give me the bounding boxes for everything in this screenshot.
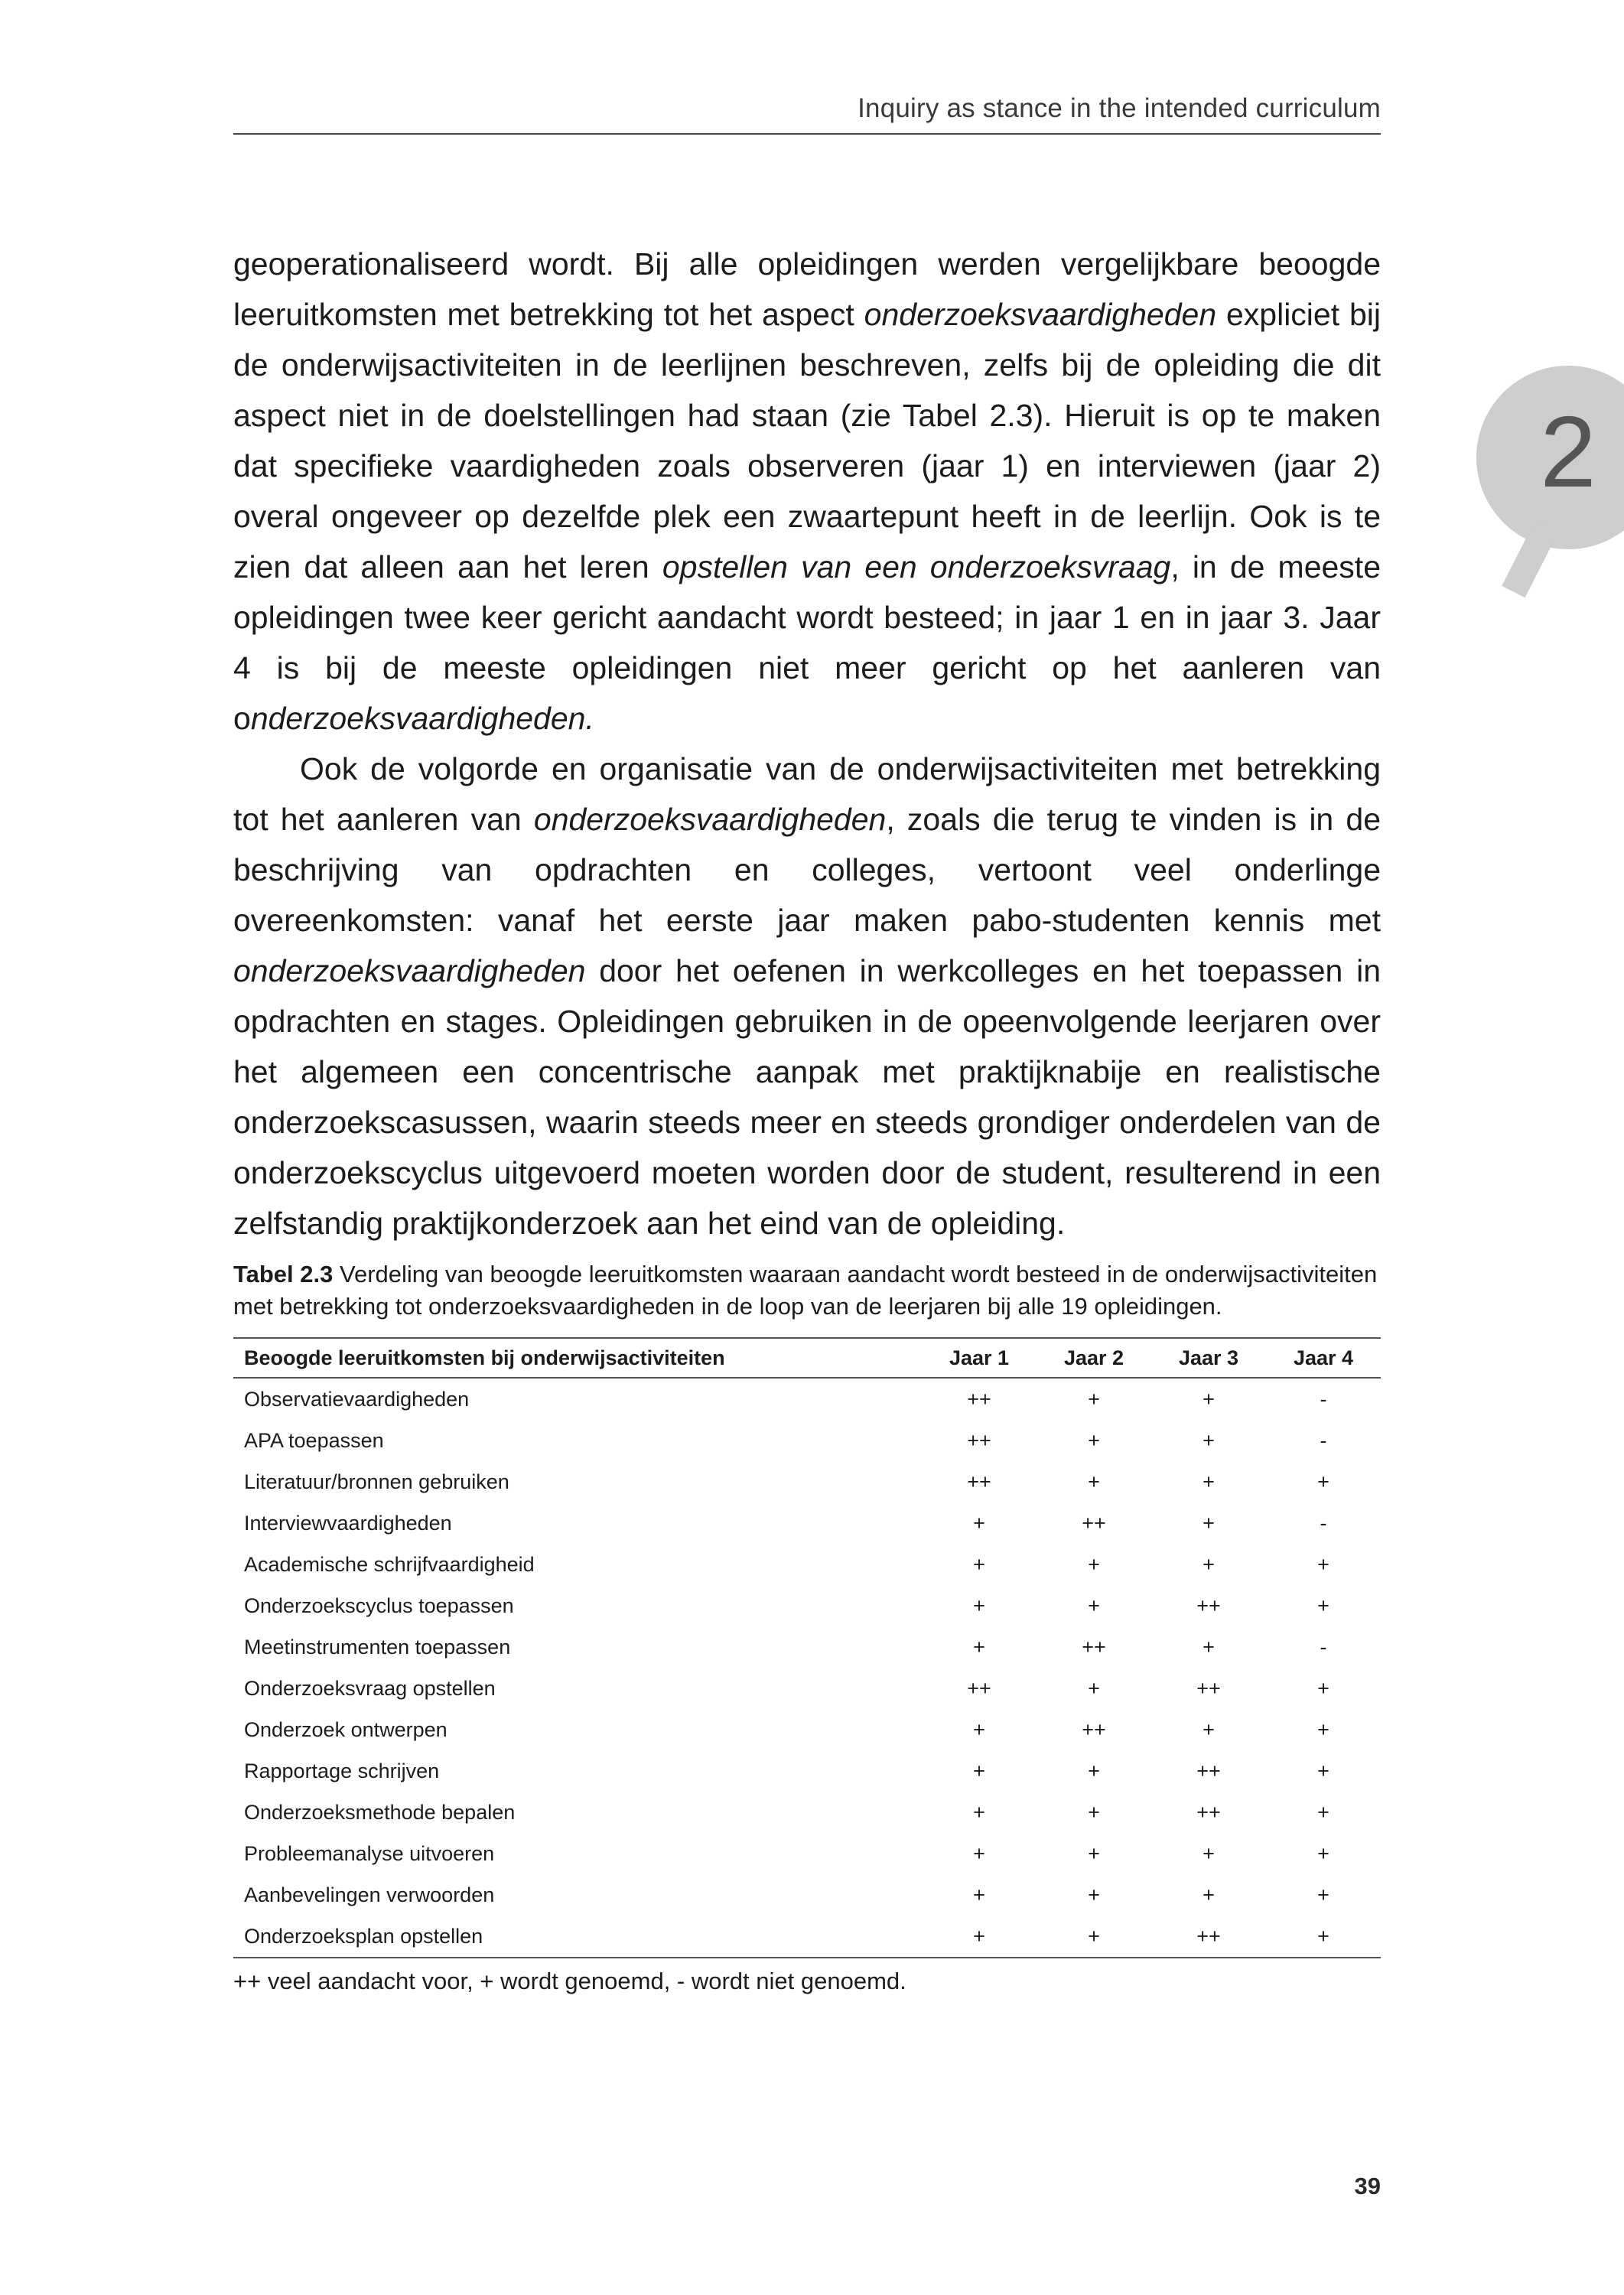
chapter-tab-handle (1502, 520, 1558, 597)
chapter-number: 2 (1540, 396, 1596, 508)
outcome-cell: Onderzoeksmethode bepalen (244, 1800, 516, 1824)
rating-cell: + (1088, 1387, 1100, 1411)
rating-cell: - (1320, 1511, 1327, 1535)
rating-cell: ++ (1082, 1635, 1106, 1659)
rating-cell: + (973, 1552, 985, 1576)
outcome-cell: Aanbevelingen verwoorden (244, 1883, 495, 1906)
rating-cell: + (1203, 1511, 1215, 1535)
rating-cell: + (973, 1759, 985, 1782)
table-row (233, 1378, 1381, 1420)
table-row (233, 1420, 1381, 1461)
rating-cell: ++ (967, 1470, 991, 1493)
column-header: Jaar 2 (1037, 1338, 1151, 1378)
rating-cell: ++ (967, 1387, 991, 1411)
rating-cell: + (1203, 1470, 1215, 1493)
rating-cell: + (1317, 1593, 1329, 1617)
rating-cell: + (1088, 1593, 1100, 1617)
rating-cell: + (1203, 1883, 1215, 1906)
rating-cell: + (1203, 1841, 1215, 1865)
outcome-cell: Meetinstrumenten toepassen (244, 1635, 511, 1659)
rating-cell: + (1203, 1635, 1215, 1659)
learning-outcomes-table (233, 1337, 1381, 1958)
paragraph-1: geoperationaliseerd wordt. Bij alle opleidingen werden vergelijkbare beoogde leeruitkomsten met betrekking tot het aspect onderzoeksvaardigheden expliciet bij de onderwijsactiviteiten in de leerlijnen beschreven, zelfs bij de opleiding die dit aspect niet in de doelstellingen had staan (zie Tabel 2.3). Hieruit is op te maken dat specifieke vaardigheden zoals observeren (jaar 1) en interviewen (jaar 2) overal ongeveer op dezelfde plek een zwaartepunt heeft in de leerlijn. Ook is te zien dat alleen aan het leren opstellen van een onderzoeksvraag, in de meeste opleidingen twee keer gericht aandacht wordt besteed; in jaar 1 en in jaar 3. Jaar 4 is bij de meeste opleidingen niet meer gericht op het aanleren van onderzoeksvaardigheden. (233, 246, 1382, 736)
rating-cell: + (973, 1511, 985, 1535)
column-header: Jaar 1 (922, 1338, 1037, 1378)
page-number: 39 (1354, 2173, 1381, 2199)
rating-cell: + (1088, 1800, 1100, 1824)
rating-cell: ++ (1196, 1676, 1221, 1700)
table-row (233, 1709, 1381, 1750)
rating-cell: + (1088, 1552, 1100, 1576)
rating-cell: + (973, 1593, 985, 1617)
outcome-cell: Onderzoeksplan opstellen (233, 1916, 922, 1958)
rating-cell: + (1266, 1916, 1381, 1958)
outcome-cell: APA toepassen (244, 1428, 384, 1452)
rating-cell: + (1088, 1883, 1100, 1906)
rating-cell: + (973, 1841, 985, 1865)
rating-cell: + (1088, 1428, 1100, 1452)
rating-cell: ++ (1196, 1800, 1221, 1824)
outcome-cell: Literatuur/bronnen gebruiken (244, 1470, 509, 1493)
running-title: Inquiry as stance in the intended curriculum (858, 93, 1381, 123)
rating-cell: + (1317, 1717, 1329, 1741)
rating-cell: + (973, 1717, 985, 1741)
rating-cell: + (1317, 1841, 1329, 1865)
body-text (233, 239, 1381, 1248)
table-row (233, 1833, 1381, 1874)
rating-cell: + (1317, 1759, 1329, 1782)
outcome-cell: Onderzoeksvraag opstellen (244, 1676, 496, 1700)
rating-cell: - (1320, 1428, 1327, 1452)
table-row (233, 1502, 1381, 1544)
table-row (233, 1874, 1381, 1916)
table-row (233, 1792, 1381, 1833)
rating-cell: + (973, 1883, 985, 1906)
table-caption-label: Tabel 2.3 (233, 1261, 334, 1287)
rating-cell: ++ (1196, 1759, 1221, 1782)
outcome-cell: Interviewvaardigheden (244, 1511, 452, 1535)
table-note: ++ veel aandacht voor, + wordt genoemd, - wordt niet genoemd. (233, 1968, 906, 1994)
rating-cell: ++ (967, 1428, 991, 1452)
rating-cell: + (1203, 1428, 1215, 1452)
rating-cell: + (1203, 1387, 1215, 1411)
table-row (233, 1750, 1381, 1792)
rating-cell: + (973, 1635, 985, 1659)
rating-cell: - (1320, 1387, 1327, 1411)
table-caption (233, 1258, 1381, 1323)
table-row (233, 1544, 1381, 1585)
rating-cell: + (1088, 1676, 1100, 1700)
running-header (233, 90, 1381, 135)
outcome-cell: Rapportage schrijven (244, 1759, 440, 1782)
paragraph-2: Ook de volgorde en organisatie van de onderwijsactiviteiten met betrekking tot het aanleren van onderzoeksvaardigheden, zoals die terug te vinden is in de beschrijving van opdrachten en colleges, vertoont veel onderlinge overeenkomsten: vanaf het eerste jaar maken pabo-studenten kennis met onderzoeksvaardigheden door het oefenen in werkcolleges en het toepassen in opdrachten en stages. Opleidingen gebruiken in de opeenvolgende leerjaren over het algemeen een concentrische aanpak met praktijknabije en realistische onderzoekscasussen, waarin steeds meer en steeds grondiger onderdelen van de onderzoekscyclus uitgevoerd moeten worden door de student, resulterend in een zelfstandig praktijkonderzoek aan het eind van de opleiding. (233, 751, 1381, 1241)
rating-cell: ++ (1151, 1916, 1266, 1958)
outcome-cell: Academische schrijfvaardigheid (244, 1552, 535, 1576)
table-row (233, 1585, 1381, 1626)
table-row (233, 1916, 1381, 1958)
outcome-cell: Observatievaardigheden (244, 1387, 470, 1411)
column-header: Beoogde leeruitkomsten bij onderwijsactiviteiten (233, 1338, 922, 1378)
column-header: Jaar 3 (1151, 1338, 1266, 1378)
outcome-cell: Onderzoekscyclus toepassen (244, 1593, 514, 1617)
rating-cell: ++ (1082, 1717, 1106, 1741)
rating-cell: ++ (967, 1676, 991, 1700)
rating-cell: ++ (1082, 1511, 1106, 1535)
rating-cell: - (1320, 1635, 1327, 1659)
rating-cell: + (1317, 1800, 1329, 1824)
rating-cell: + (1317, 1676, 1329, 1700)
table-row (233, 1626, 1381, 1668)
rating-cell: + (1088, 1470, 1100, 1493)
table-header-row (233, 1338, 1381, 1378)
rating-cell: + (1088, 1759, 1100, 1782)
column-header: Jaar 4 (1266, 1338, 1381, 1378)
rating-cell: + (1037, 1916, 1151, 1958)
rating-cell: + (1203, 1552, 1215, 1576)
rating-cell: + (1317, 1552, 1329, 1576)
rating-cell: + (973, 1800, 985, 1824)
rating-cell: ++ (1196, 1593, 1221, 1617)
outcome-cell: Onderzoek ontwerpen (244, 1717, 447, 1741)
rating-cell: + (1317, 1883, 1329, 1906)
rating-cell: + (1088, 1841, 1100, 1865)
outcome-cell: Probleemanalyse uitvoeren (244, 1841, 495, 1865)
rating-cell: + (1317, 1470, 1329, 1493)
table-row (233, 1668, 1381, 1709)
table-row (233, 1461, 1381, 1502)
table-caption-text: Verdeling van beoogde leeruitkomsten waaraan aandacht wordt besteed in de onderwijsactiviteiten met betrekking tot onderzoeksvaardigheden in de loop van de leerjaren bij alle 19 opleidingen. (233, 1261, 1378, 1320)
rating-cell: + (1203, 1717, 1215, 1741)
rating-cell: + (922, 1916, 1037, 1958)
